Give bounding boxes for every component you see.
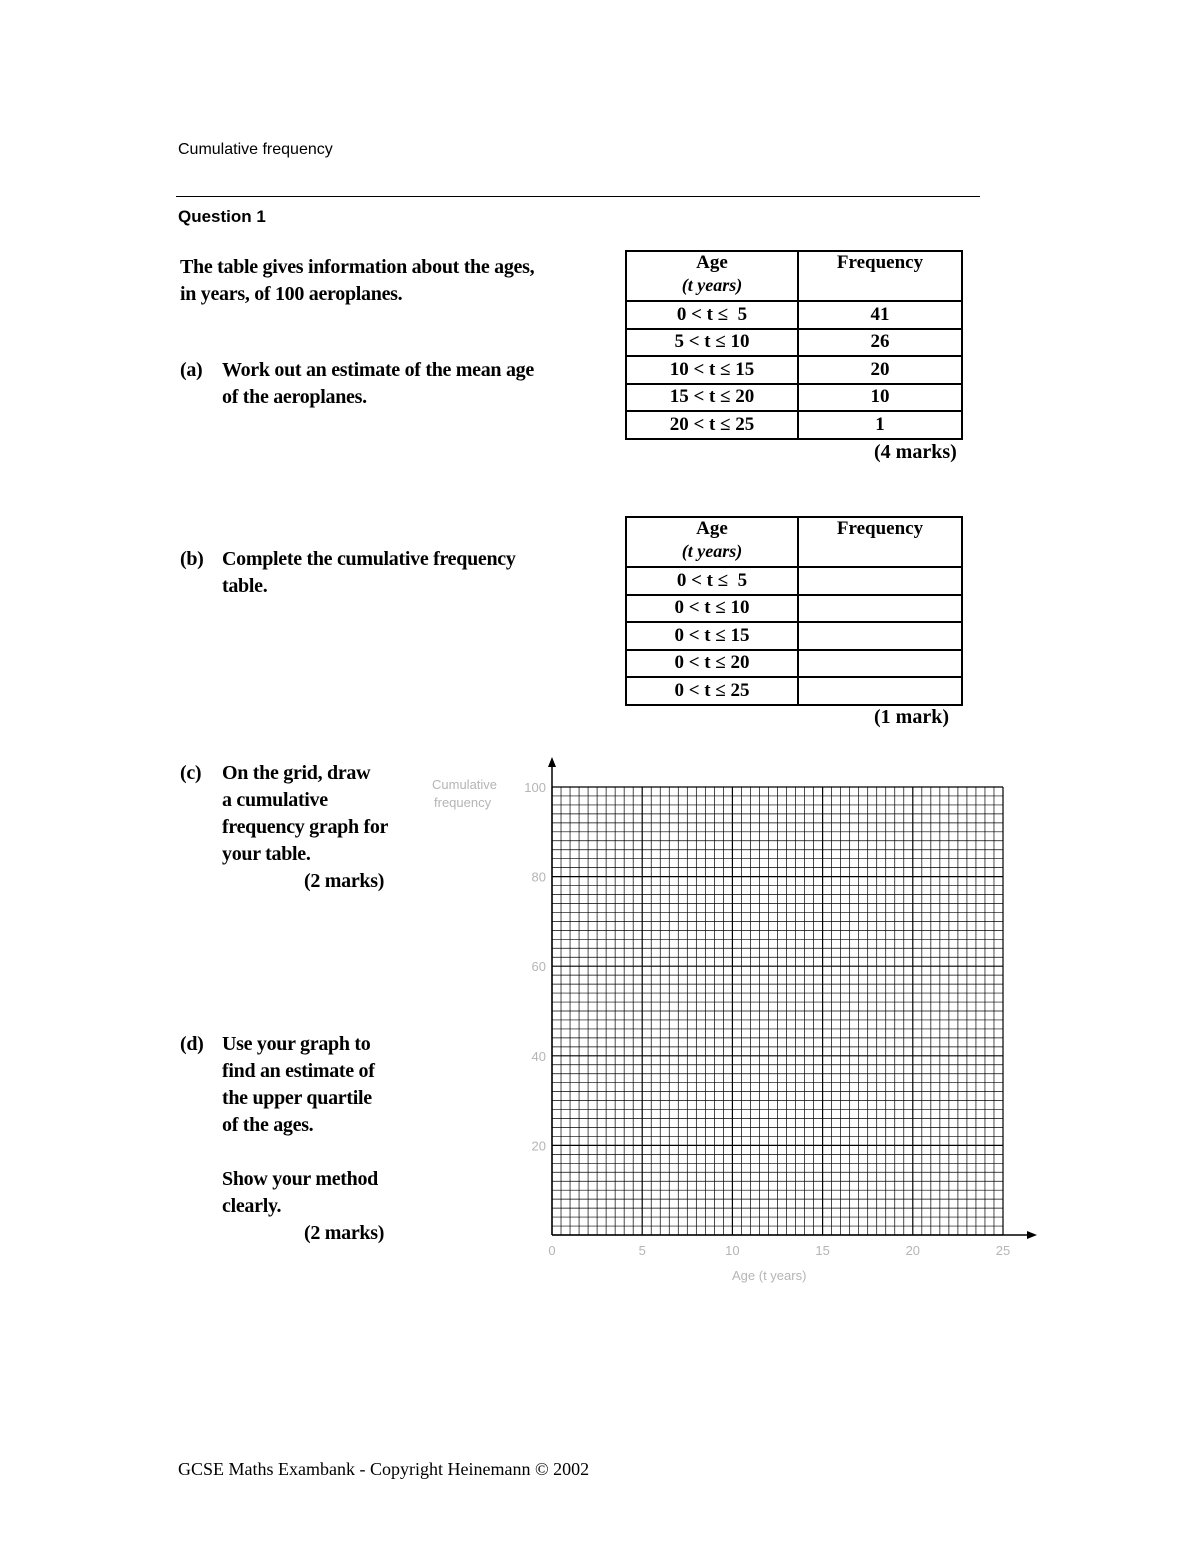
table1-row [626,356,962,384]
y-tick-label: 40 [531,1048,546,1064]
table2-row [626,677,962,705]
part-b-line-1: Complete the cumulative frequency [222,548,516,570]
header-divider [176,196,980,197]
table1-age-cell: 10 < t ≤ 15 [626,356,798,384]
axes [548,757,1037,1239]
table1-row [626,329,962,357]
x-tick-label: 20 [905,1243,921,1258]
part-c-line-2: a cumulative [222,789,328,811]
part-c [180,760,440,900]
part-d-marks: (2 marks) [304,1222,385,1244]
table1-row [626,384,962,412]
frequency-table [625,250,963,440]
part-a-marks: (4 marks) [874,441,957,463]
part-d [180,1031,440,1251]
table2-header-frequency: Frequency [798,517,962,567]
part-b-marks: (1 mark) [874,706,949,728]
table1-frequency-cell: 20 [798,356,962,384]
part-d-label: (d) [180,1033,204,1055]
part-d-line-1: Use your graph to [222,1033,371,1055]
grid-lines [552,787,1003,1235]
x-axis-label: Age (t years) [732,1268,807,1283]
table2-age-cell: 0 < t ≤ 25 [626,677,798,705]
table2-frequency-cell[interactable] [798,567,962,595]
table2-row [626,650,962,678]
intro-text [180,254,534,308]
part-c-marks: (2 marks) [304,870,385,892]
intro-line-2: in years, of 100 aeroplanes. [180,283,403,305]
table2-row [626,622,962,650]
y-tick-label: 100 [524,780,546,795]
table1-age-cell: 5 < t ≤ 10 [626,329,798,357]
table1-header-frequency: Frequency [798,251,962,301]
table1-row [626,411,962,439]
question-title: Question 1 [178,207,266,226]
table2-frequency-cell[interactable] [798,677,962,705]
part-b-line-2: table. [222,575,268,597]
table1-age-cell: 0 < t ≤ 5 [626,301,798,329]
part-d-line-4: of the ages. [222,1114,314,1136]
table2-frequency-cell[interactable] [798,595,962,623]
table2-row [626,567,962,595]
worksheet-topic: Cumulative frequency [178,141,333,158]
table1-age-cell: 20 < t ≤ 25 [626,411,798,439]
table2-body [626,567,962,705]
part-a-label: (a) [180,359,203,381]
table2-age-cell: 0 < t ≤ 5 [626,567,798,595]
table2-frequency-cell[interactable] [798,622,962,650]
table1-age-cell: 15 < t ≤ 20 [626,384,798,412]
table2-age-cell: 0 < t ≤ 10 [626,595,798,623]
part-a-line-2: of the aeroplanes. [222,386,367,408]
table1-row [626,301,962,329]
part-b-label: (b) [180,548,204,570]
x-tick-label: 0 [548,1243,556,1258]
cumulative-frequency-grid[interactable] [420,752,1050,1297]
table1-frequency-cell: 41 [798,301,962,329]
table2-header-age: Age (t years) [626,517,798,567]
x-tick-label: 25 [995,1243,1011,1258]
intro-line-1: The table gives information about the ages, [180,256,535,278]
y-axis-arrow-icon [548,757,556,767]
x-tick-label: 5 [638,1243,646,1258]
part-d-line-5: Show your method [222,1168,378,1190]
table2-row [626,595,962,623]
y-tick-label: 80 [531,869,546,885]
y-axis-label-line-2: frequency [434,795,492,810]
part-b [180,546,600,606]
part-c-line-1: On the grid, draw [222,762,371,784]
x-axis-arrow-icon [1027,1231,1037,1239]
footer-copyright: GCSE Maths Exambank - Copyright Heinemann © 2002 [178,1459,590,1479]
table1-frequency-cell: 26 [798,329,962,357]
part-d-line-2: find an estimate of [222,1060,375,1082]
table2-age-cell: 0 < t ≤ 20 [626,650,798,678]
x-tick-label: 10 [725,1243,740,1258]
part-c-line-4: your table. [222,843,311,865]
y-axis-label-line-1: Cumulative [432,777,498,792]
part-d-line-3: the upper quartile [222,1087,372,1109]
table2-frequency-cell[interactable] [798,650,962,678]
y-tick-label: 60 [531,959,546,975]
table1-header-age: Age (t years) [626,251,798,301]
cumulative-frequency-table [625,516,963,706]
y-tick-label: 20 [531,1138,546,1154]
part-c-line-3: frequency graph for [222,816,389,838]
table1-body [626,301,962,439]
table1-frequency-cell: 10 [798,384,962,412]
part-a [180,357,600,417]
part-c-label: (c) [180,762,202,784]
part-d-line-6: clearly. [222,1195,282,1217]
part-a-line-1: Work out an estimate of the mean age [222,359,534,381]
table2-age-cell: 0 < t ≤ 15 [626,622,798,650]
table1-frequency-cell: 1 [798,411,962,439]
x-tick-label: 15 [815,1243,830,1258]
